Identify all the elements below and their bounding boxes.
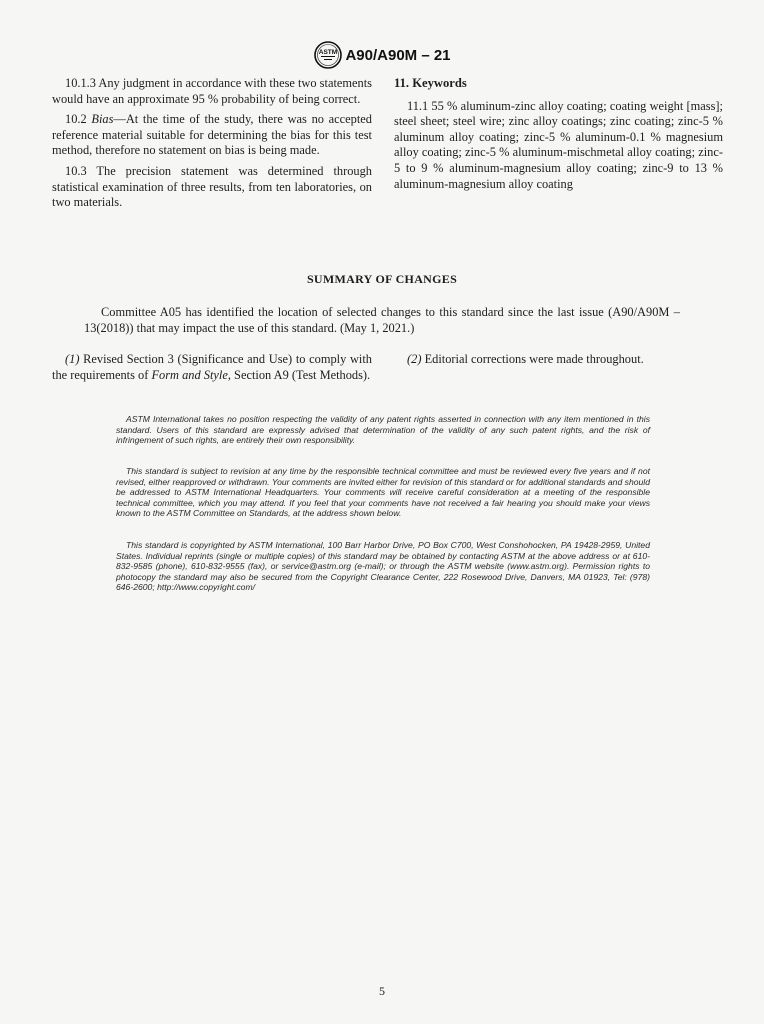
summary-of-changes-title: SUMMARY OF CHANGES [306, 272, 458, 286]
bias-term: Bias [91, 112, 114, 127]
patent-notice: ASTM International takes no position respecting the validity of any patent rights asserted in connection with any item mentioned in this standard. Users of this standard are expressly advised that determination of the validity of any such patent rights, and the risk of infringement of such rights, are entirely their own responsibility. [116, 414, 650, 446]
copyright-notice: This standard is copyrighted by ASTM International, 100 Barr Harbor Drive, PO Box C700, West Conshohocken, PA 19428-2959, United States. Individual reprints (single or multiple copies) of this standard may be obtained by contacting ASTM at the above address or at 610-832-9585 (phone), 610-832-9555 (fax), or service@astm.org (e-mail); or through the ASTM website (www.astm.org). Permission rights to photocopy the standard may also be secured from the Copyright Clearance Center, 222 Rosewood Drive, Danvers, MA 01923, Tel: (978) 646-2600; http://www.copyright.com/ [116, 540, 650, 593]
revision-notice: This standard is subject to revision at any time by the responsible technical committee and must be reviewed every five years and if not revised, either reapproved or withdrawn. Your comments are invited either for revision of this standard or for additional standards and should be addressed to ASTM International Headquarters. Your comments will receive careful consideration at a meeting of the responsible technical committee, which you may attend. If you feel that your comments have not received a fair hearing you should make your views known to the ASTM Committee on Standards, at the address shown below. [116, 466, 650, 519]
change-text: Revised Section 3 (Significance and Use) to comply with the requirements of [52, 352, 372, 382]
change-number: (1) [65, 352, 80, 366]
page-number: 5 [379, 984, 385, 998]
summary-intro: Committee A05 has identified the location of selected changes to this standard since the last issue (A90/A90M – 13(2018)) that may impact the use of this standard. (May 1, 2021.) [84, 305, 680, 335]
document-designation: A90/A90M – 21 [345, 46, 451, 64]
right-column [394, 76, 723, 197]
page-header [0, 40, 764, 70]
change-text: Editorial corrections were made throughout. [424, 352, 644, 366]
paragraph-10-1-3: 10.1.3 Any judgment in accordance with these two statements would have an approximate 95 % probability of being correct. [52, 76, 372, 106]
change-text-end: , Section A9 (Test Methods). [227, 367, 371, 382]
change-item-2 [394, 352, 723, 368]
change-number: (2) [407, 352, 422, 366]
section-number: 10.2 [65, 112, 87, 127]
paragraph-10-2 [52, 112, 372, 159]
change-item-1 [52, 352, 372, 383]
left-column [52, 76, 372, 216]
keywords-heading: 11. Keywords [394, 76, 467, 90]
svg-text:ASTM: ASTM [319, 49, 338, 56]
astm-logo-icon [313, 40, 343, 70]
bias-text: —At the time of the study, there was no accepted reference material suitable for determining the bias for this test method, therefore no statement on bias is being made. [52, 112, 372, 158]
keywords-paragraph: 11.1 55 % aluminum-zinc alloy coating; coating weight [mass]; steel sheet; steel wire; zinc alloy coatings; zinc coating; zinc-5 % aluminum alloy coating; zinc-5 % aluminum-0.1 % magnesium alloy coating; zinc-5 % aluminum-mischmetal alloy coating; zinc-5 to 9 % aluminum-magnesium alloy coating; zinc-9 to 13 % aluminum-magnesium alloy coating [394, 98, 723, 191]
form-and-style-term: Form and Style [151, 367, 228, 382]
paragraph-10-3: 10.3 The precision statement was determined through statistical examination of three results, from ten laboratories, on two materials. [52, 163, 372, 210]
